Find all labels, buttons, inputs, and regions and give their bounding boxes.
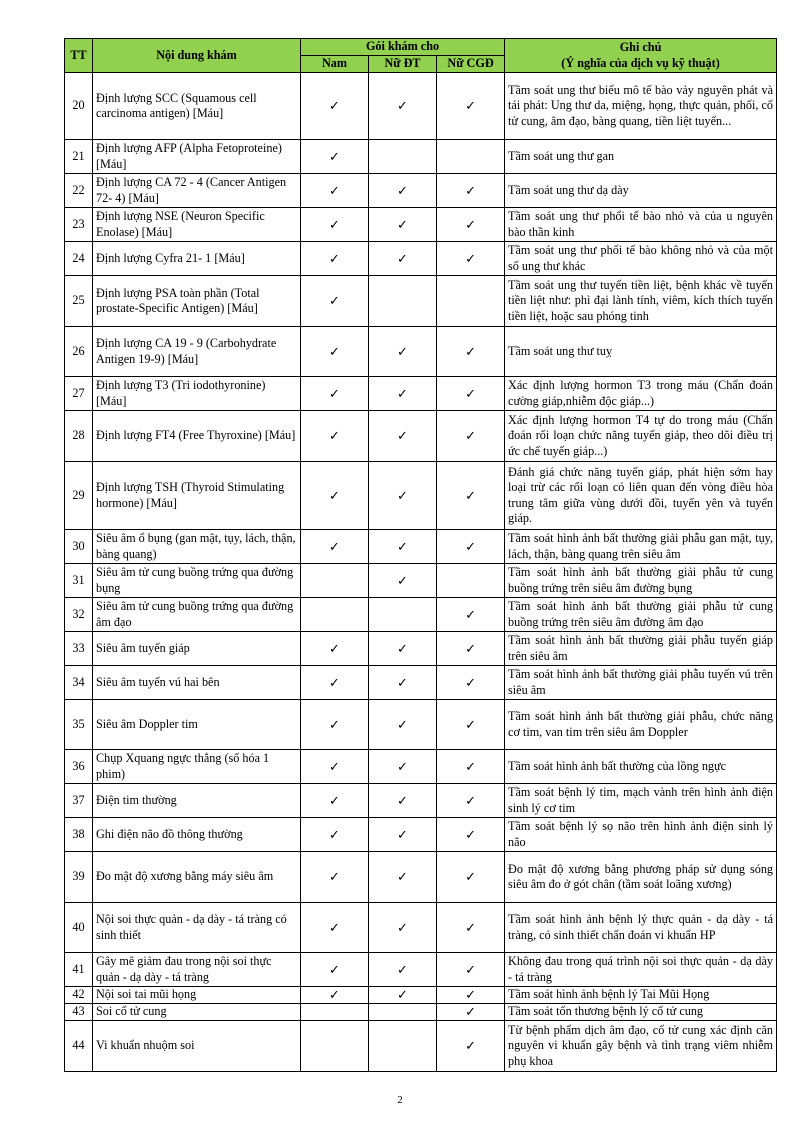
table-row bbox=[65, 1004, 777, 1021]
exam-content: Siêu âm ổ bụng (gan mật, tụy, lách, thận, bàng quang) bbox=[93, 530, 301, 564]
header-nu-dt: Nữ ĐT bbox=[369, 56, 437, 73]
check-nu-cgd bbox=[437, 750, 505, 784]
service-note: Tầm soát hình ảnh bất thường của lồng ngực bbox=[505, 750, 777, 784]
header-nam: Nam bbox=[301, 56, 369, 73]
exam-content: Siêu âm tử cung buồng trứng qua đường bụng bbox=[93, 564, 301, 598]
table-row bbox=[65, 530, 777, 564]
service-note: Từ bệnh phẩm dịch âm đạo, cổ tử cung xác định căn nguyên vi khuẩn gây bệnh và tình trạng viêm nhiễm phụ khoa bbox=[505, 1021, 777, 1072]
check-nu-dt bbox=[369, 140, 437, 174]
check-mark-icon: ✓ bbox=[465, 640, 476, 656]
check-nam bbox=[301, 276, 369, 327]
service-note: Tầm soát ung thư phổi tế bào nhỏ và của u nguyên bào thần kinh bbox=[505, 208, 777, 242]
row-number: 31 bbox=[65, 564, 93, 598]
row-number: 39 bbox=[65, 852, 93, 903]
check-nu-cgd bbox=[437, 987, 505, 1004]
check-nam bbox=[301, 632, 369, 666]
check-nu-dt bbox=[369, 377, 437, 411]
exam-content: Vi khuẩn nhuộm soi bbox=[93, 1021, 301, 1072]
check-nam bbox=[301, 953, 369, 987]
check-mark-icon: ✓ bbox=[397, 182, 408, 198]
check-mark-icon: ✓ bbox=[329, 987, 340, 1003]
header-notes bbox=[505, 39, 777, 73]
page-number: 2 bbox=[397, 1094, 403, 1106]
check-nu-dt bbox=[369, 666, 437, 700]
exam-content: Định lượng T3 (Tri iodothyronine) [Máu] bbox=[93, 377, 301, 411]
row-number: 21 bbox=[65, 140, 93, 174]
table-row bbox=[65, 411, 777, 462]
service-note: Tầm soát bệnh lý tim, mạch vành trên hình ảnh điện sinh lý cơ tim bbox=[505, 784, 777, 818]
check-nu-dt bbox=[369, 700, 437, 750]
row-number: 25 bbox=[65, 276, 93, 327]
check-nam bbox=[301, 1004, 369, 1021]
check-mark-icon: ✓ bbox=[329, 148, 340, 164]
exam-package-table bbox=[64, 38, 777, 1072]
check-nu-dt bbox=[369, 462, 437, 530]
check-mark-icon: ✓ bbox=[465, 674, 476, 690]
check-mark-icon: ✓ bbox=[329, 758, 340, 774]
row-number: 33 bbox=[65, 632, 93, 666]
table-row bbox=[65, 564, 777, 598]
exam-content: Siêu âm tử cung buồng trứng qua đường âm đạo bbox=[93, 598, 301, 632]
service-note: Tầm soát hình ảnh bất thường giải phẫu gan mật, tụy, lách, thận, bàng quang trên siêu âm bbox=[505, 530, 777, 564]
check-nu-dt bbox=[369, 598, 437, 632]
check-mark-icon: ✓ bbox=[397, 98, 408, 114]
table-row bbox=[65, 174, 777, 208]
exam-content: Định lượng AFP (Alpha Fetoproteine) [Máu] bbox=[93, 140, 301, 174]
row-number: 44 bbox=[65, 1021, 93, 1072]
check-mark-icon: ✓ bbox=[397, 792, 408, 808]
check-nu-cgd bbox=[437, 377, 505, 411]
check-mark-icon: ✓ bbox=[465, 487, 476, 503]
service-note: Tầm soát ung thư phổi tế bào không nhỏ và của một số ung thư khác bbox=[505, 242, 777, 276]
check-mark-icon: ✓ bbox=[465, 385, 476, 401]
check-nu-dt bbox=[369, 750, 437, 784]
row-number: 20 bbox=[65, 73, 93, 140]
check-mark-icon: ✓ bbox=[397, 826, 408, 842]
service-note: Tầm soát hình ảnh bất thường giải phẫu tử cung buồng trứng trên siêu âm đường bụng bbox=[505, 564, 777, 598]
check-nu-dt bbox=[369, 276, 437, 327]
check-nu-dt bbox=[369, 987, 437, 1004]
check-nam bbox=[301, 377, 369, 411]
check-mark-icon: ✓ bbox=[329, 98, 340, 114]
check-mark-icon: ✓ bbox=[329, 428, 340, 444]
table-row bbox=[65, 818, 777, 852]
check-nam bbox=[301, 327, 369, 377]
row-number: 34 bbox=[65, 666, 93, 700]
exam-content: Định lượng SCC (Squamous cell carcinoma antigen) [Máu] bbox=[93, 73, 301, 140]
table-row bbox=[65, 666, 777, 700]
table-row bbox=[65, 903, 777, 953]
check-nu-cgd bbox=[437, 666, 505, 700]
check-mark-icon: ✓ bbox=[329, 919, 340, 935]
check-mark-icon: ✓ bbox=[397, 987, 408, 1003]
check-nu-dt bbox=[369, 632, 437, 666]
row-number: 36 bbox=[65, 750, 93, 784]
check-nu-dt bbox=[369, 564, 437, 598]
table-row bbox=[65, 852, 777, 903]
row-number: 22 bbox=[65, 174, 93, 208]
table-row bbox=[65, 377, 777, 411]
table-row bbox=[65, 987, 777, 1004]
check-mark-icon: ✓ bbox=[397, 758, 408, 774]
check-mark-icon: ✓ bbox=[329, 640, 340, 656]
service-note: Tầm soát bệnh lý sọ não trên hình ảnh điện sinh lý não bbox=[505, 818, 777, 852]
check-mark-icon: ✓ bbox=[397, 428, 408, 444]
check-mark-icon: ✓ bbox=[397, 716, 408, 732]
check-nam bbox=[301, 564, 369, 598]
check-mark-icon: ✓ bbox=[329, 792, 340, 808]
check-nu-dt bbox=[369, 903, 437, 953]
check-mark-icon: ✓ bbox=[465, 961, 476, 977]
check-mark-icon: ✓ bbox=[397, 487, 408, 503]
check-nu-cgd bbox=[437, 903, 505, 953]
check-mark-icon: ✓ bbox=[465, 826, 476, 842]
check-mark-icon: ✓ bbox=[397, 674, 408, 690]
check-nam bbox=[301, 208, 369, 242]
check-nam bbox=[301, 242, 369, 276]
header-tt: TT bbox=[65, 39, 93, 73]
check-mark-icon: ✓ bbox=[465, 428, 476, 444]
header-content: Nội dung khám bbox=[93, 39, 301, 73]
service-note: Tầm soát ung thư gan bbox=[505, 140, 777, 174]
exam-content: Siêu âm Doppler tim bbox=[93, 700, 301, 750]
check-mark-icon: ✓ bbox=[329, 343, 340, 359]
check-mark-icon: ✓ bbox=[329, 826, 340, 842]
check-mark-icon: ✓ bbox=[329, 674, 340, 690]
check-nam bbox=[301, 784, 369, 818]
check-nu-cgd bbox=[437, 700, 505, 750]
check-nu-cgd bbox=[437, 632, 505, 666]
service-note: Xác định lượng hormon T3 trong máu (Chẩn đoán cường giáp,nhiễm độc giáp...) bbox=[505, 377, 777, 411]
check-mark-icon: ✓ bbox=[329, 293, 340, 309]
row-number: 38 bbox=[65, 818, 93, 852]
header-nu-cgd: Nữ CGĐ bbox=[437, 56, 505, 73]
check-nam bbox=[301, 700, 369, 750]
check-mark-icon: ✓ bbox=[329, 869, 340, 885]
check-mark-icon: ✓ bbox=[329, 716, 340, 732]
check-mark-icon: ✓ bbox=[397, 385, 408, 401]
table-row bbox=[65, 700, 777, 750]
row-number: 32 bbox=[65, 598, 93, 632]
row-number: 29 bbox=[65, 462, 93, 530]
header-notes-title: Ghi chú bbox=[619, 40, 662, 54]
check-mark-icon: ✓ bbox=[465, 1038, 476, 1054]
check-mark-icon: ✓ bbox=[465, 216, 476, 232]
table-row bbox=[65, 750, 777, 784]
check-mark-icon: ✓ bbox=[465, 869, 476, 885]
check-mark-icon: ✓ bbox=[465, 1004, 476, 1020]
table-row bbox=[65, 598, 777, 632]
check-mark-icon: ✓ bbox=[397, 343, 408, 359]
check-nu-dt bbox=[369, 1021, 437, 1072]
row-number: 26 bbox=[65, 327, 93, 377]
check-mark-icon: ✓ bbox=[465, 987, 476, 1003]
check-nu-cgd bbox=[437, 564, 505, 598]
service-note: Không đau trong quá trình nội soi thực quản - dạ dày - tá tràng bbox=[505, 953, 777, 987]
check-mark-icon: ✓ bbox=[397, 572, 408, 588]
check-mark-icon: ✓ bbox=[329, 182, 340, 198]
service-note: Tầm soát ung thư tuyến tiền liệt, bệnh khác về tuyến tiền liệt như: phì đại lành tính, viêm, kích thích tuyến tiền liệt, hoặc sau phóng tinh bbox=[505, 276, 777, 327]
check-nam bbox=[301, 174, 369, 208]
exam-content: Điện tim thường bbox=[93, 784, 301, 818]
table-row bbox=[65, 784, 777, 818]
check-nam bbox=[301, 750, 369, 784]
service-note: Tầm soát hình ảnh bất thường giải phẫu tuyến vú trên siêu âm bbox=[505, 666, 777, 700]
check-mark-icon: ✓ bbox=[397, 216, 408, 232]
check-mark-icon: ✓ bbox=[397, 250, 408, 266]
check-nu-cgd bbox=[437, 140, 505, 174]
check-nu-dt bbox=[369, 242, 437, 276]
check-nu-cgd bbox=[437, 784, 505, 818]
table-row bbox=[65, 462, 777, 530]
check-nu-cgd bbox=[437, 73, 505, 140]
exam-content: Soi cổ tử cung bbox=[93, 1004, 301, 1021]
service-note: Đánh giá chức năng tuyến giáp, phát hiện sớm hay loại trừ các rối loạn có liên quan đến vòng điều hòa trung tâm giữa vùng dưới đồi, tuyến yên và tuyến giáp. bbox=[505, 462, 777, 530]
service-note: Xác định lượng hormon T4 tự do trong máu (Chẩn đoán rối loạn chức năng tuyến giáp, theo dõi điều trị ức chế tuyến giáp...) bbox=[505, 411, 777, 462]
table-row bbox=[65, 953, 777, 987]
table-row bbox=[65, 242, 777, 276]
check-nu-dt bbox=[369, 411, 437, 462]
check-nam bbox=[301, 818, 369, 852]
exam-content: Ghi điện não đồ thông thường bbox=[93, 818, 301, 852]
row-number: 30 bbox=[65, 530, 93, 564]
check-nam bbox=[301, 73, 369, 140]
check-nu-cgd bbox=[437, 411, 505, 462]
row-number: 24 bbox=[65, 242, 93, 276]
header-package-group: Gói khám cho bbox=[301, 39, 505, 56]
check-mark-icon: ✓ bbox=[329, 216, 340, 232]
row-number: 43 bbox=[65, 1004, 93, 1021]
check-nu-dt bbox=[369, 208, 437, 242]
check-nu-cgd bbox=[437, 242, 505, 276]
service-note: Tầm soát hình ảnh bệnh lý thực quản - dạ dày - tá tràng, có sinh thiết chẩn đoán vi khuẩn HP bbox=[505, 903, 777, 953]
check-nam bbox=[301, 666, 369, 700]
service-note: Tầm soát ung thư dạ dày bbox=[505, 174, 777, 208]
header-notes-subtitle: (Ý nghĩa của dịch vụ kỹ thuật) bbox=[561, 55, 720, 70]
check-mark-icon: ✓ bbox=[329, 487, 340, 503]
service-note: Tầm soát tổn thương bệnh lý cổ tử cung bbox=[505, 1004, 777, 1021]
check-nu-dt bbox=[369, 953, 437, 987]
check-mark-icon: ✓ bbox=[329, 538, 340, 554]
exam-content: Định lượng TSH (Thyroid Stimulating hormone) [Máu] bbox=[93, 462, 301, 530]
check-nu-cgd bbox=[437, 208, 505, 242]
check-mark-icon: ✓ bbox=[397, 869, 408, 885]
check-nam bbox=[301, 462, 369, 530]
exam-content: Định lượng CA 19 - 9 (Carbohydrate Antigen 19-9) [Máu] bbox=[93, 327, 301, 377]
check-mark-icon: ✓ bbox=[329, 385, 340, 401]
check-mark-icon: ✓ bbox=[465, 250, 476, 266]
check-nu-dt bbox=[369, 784, 437, 818]
exam-content: Định lượng FT4 (Free Thyroxine) [Máu] bbox=[93, 411, 301, 462]
check-mark-icon: ✓ bbox=[397, 538, 408, 554]
row-number: 28 bbox=[65, 411, 93, 462]
exam-content: Nội soi thực quản - dạ dày - tá tràng có sinh thiết bbox=[93, 903, 301, 953]
exam-content: Gây mê giảm đau trong nội soi thực quản - dạ dày - tá tràng bbox=[93, 953, 301, 987]
check-nu-dt bbox=[369, 852, 437, 903]
check-mark-icon: ✓ bbox=[465, 182, 476, 198]
row-number: 41 bbox=[65, 953, 93, 987]
check-nu-cgd bbox=[437, 174, 505, 208]
row-number: 42 bbox=[65, 987, 93, 1004]
check-nam bbox=[301, 530, 369, 564]
exam-content: Nội soi tai mũi họng bbox=[93, 987, 301, 1004]
check-mark-icon: ✓ bbox=[465, 538, 476, 554]
check-nu-cgd bbox=[437, 852, 505, 903]
check-mark-icon: ✓ bbox=[465, 98, 476, 114]
check-nu-cgd bbox=[437, 530, 505, 564]
table-row bbox=[65, 276, 777, 327]
service-note: Đo mật độ xương bằng phương pháp sử dụng sóng siêu âm đo ở gót chân (tầm soát loãng xương) bbox=[505, 852, 777, 903]
exam-content: Định lượng PSA toàn phần (Total prostate-Specific Antigen) [Máu] bbox=[93, 276, 301, 327]
exam-content: Siêu âm tuyến vú hai bên bbox=[93, 666, 301, 700]
check-nam bbox=[301, 852, 369, 903]
exam-content: Định lượng NSE (Neuron Specific Enolase) [Máu] bbox=[93, 208, 301, 242]
check-nu-cgd bbox=[437, 598, 505, 632]
check-nu-cgd bbox=[437, 1021, 505, 1072]
exam-content: Đo mật độ xương bằng máy siêu âm bbox=[93, 852, 301, 903]
table-row bbox=[65, 73, 777, 140]
row-number: 37 bbox=[65, 784, 93, 818]
exam-content: Định lượng Cyfra 21- 1 [Máu] bbox=[93, 242, 301, 276]
check-mark-icon: ✓ bbox=[465, 716, 476, 732]
check-nu-cgd bbox=[437, 818, 505, 852]
check-nam bbox=[301, 598, 369, 632]
check-nam bbox=[301, 987, 369, 1004]
table-row bbox=[65, 327, 777, 377]
row-number: 35 bbox=[65, 700, 93, 750]
check-nu-dt bbox=[369, 530, 437, 564]
check-mark-icon: ✓ bbox=[465, 792, 476, 808]
check-nu-cgd bbox=[437, 327, 505, 377]
service-note: Tầm soát hình ảnh bất thường giải phẫu, chức năng cơ tim, van tim trên siêu âm Doppler bbox=[505, 700, 777, 750]
service-note: Tầm soát hình ảnh bất thường giải phẫu tử cung buồng trứng trên siêu âm đường âm đạo bbox=[505, 598, 777, 632]
service-note: Tầm soát ung thư biểu mô tế bào vảy nguyên phát và tái phát: Ung thư da, miệng, họng, thực quản, phổi, cổ tử cung, âm đạo, bàng quang, tiền liệt tuyến... bbox=[505, 73, 777, 140]
check-nu-dt bbox=[369, 1004, 437, 1021]
check-mark-icon: ✓ bbox=[397, 961, 408, 977]
check-nam bbox=[301, 411, 369, 462]
exam-content: Chụp Xquang ngực thẳng (số hóa 1 phim) bbox=[93, 750, 301, 784]
check-nam bbox=[301, 1021, 369, 1072]
check-nu-cgd bbox=[437, 276, 505, 327]
table-row bbox=[65, 632, 777, 666]
check-nu-dt bbox=[369, 327, 437, 377]
check-nu-cgd bbox=[437, 462, 505, 530]
check-nu-dt bbox=[369, 174, 437, 208]
check-mark-icon: ✓ bbox=[329, 250, 340, 266]
check-nu-dt bbox=[369, 818, 437, 852]
row-number: 27 bbox=[65, 377, 93, 411]
table-row bbox=[65, 140, 777, 174]
service-note: Tầm soát hình ảnh bệnh lý Tai Mũi Họng bbox=[505, 987, 777, 1004]
check-mark-icon: ✓ bbox=[465, 606, 476, 622]
table-row bbox=[65, 208, 777, 242]
row-number: 40 bbox=[65, 903, 93, 953]
table-row bbox=[65, 1021, 777, 1072]
check-mark-icon: ✓ bbox=[465, 919, 476, 935]
check-mark-icon: ✓ bbox=[397, 919, 408, 935]
check-nu-cgd bbox=[437, 953, 505, 987]
exam-content: Định lượng CA 72 - 4 (Cancer Antigen 72- 4) [Máu] bbox=[93, 174, 301, 208]
service-note: Tầm soát ung thư tuỵ bbox=[505, 327, 777, 377]
check-mark-icon: ✓ bbox=[397, 640, 408, 656]
check-nu-dt bbox=[369, 73, 437, 140]
exam-content: Siêu âm tuyến giáp bbox=[93, 632, 301, 666]
check-nu-cgd bbox=[437, 1004, 505, 1021]
service-note: Tầm soát hình ảnh bất thường giải phẫu tuyến giáp trên siêu âm bbox=[505, 632, 777, 666]
table-body bbox=[65, 73, 777, 1072]
check-mark-icon: ✓ bbox=[465, 343, 476, 359]
row-number: 23 bbox=[65, 208, 93, 242]
check-mark-icon: ✓ bbox=[465, 758, 476, 774]
check-nam bbox=[301, 903, 369, 953]
check-mark-icon: ✓ bbox=[329, 961, 340, 977]
check-nam bbox=[301, 140, 369, 174]
